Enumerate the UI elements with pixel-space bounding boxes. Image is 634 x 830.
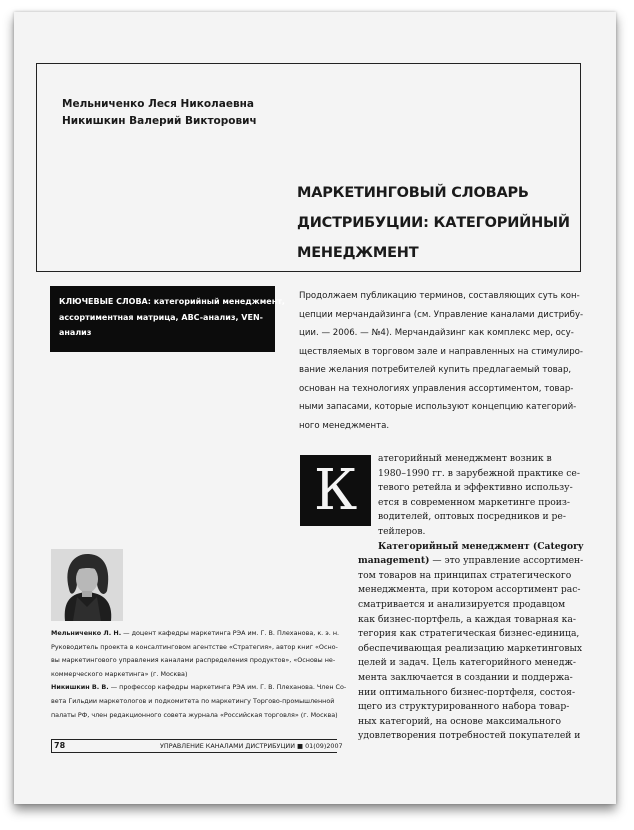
body-line: щего из структурированного набора товар-	[358, 701, 570, 713]
article-body	[358, 452, 588, 744]
body-line: обеспечивающая реализацию маркетинговых	[358, 642, 583, 654]
bio-line: Руководитель проекта в консалтинговом агентстве «Стратегия», автор книг «Осно-	[51, 642, 338, 651]
author-name: Мельниченко Леся Николаевна	[62, 98, 254, 110]
body-line: атегорийный менеджмент возник в	[378, 453, 552, 464]
bio-text: — доцент кафедры маркетинга РЭА им. Г. В. Плеханова, к. э. н.	[121, 629, 340, 637]
term-bold: Категорийный менеджмент (Category	[378, 540, 584, 552]
body-line	[358, 554, 588, 569]
bio-line: вета Гильдии маркетологов и подкомитета по маркетингу Торгово-промышленной	[51, 696, 335, 705]
body-line: менеджмента, при котором ассортимент рас-	[358, 584, 581, 596]
intro-line: ществляемых в торговом зале и направленных на стимулиро-	[299, 346, 584, 357]
keywords-line: ассортиментная матрица, ABC-анализ, VEN-	[59, 312, 263, 322]
body-line: удовлетворения потребностей покупателей и	[358, 730, 581, 742]
title-line: ДИСТРИБУЦИИ: КАТЕГОРИЙНЫЙ	[297, 215, 570, 231]
body-line: сматривается и анализируется продавцом	[358, 598, 566, 610]
body-line: тегория как стратегическая бизнес-единица,	[358, 628, 580, 640]
portrait-image	[51, 549, 123, 621]
keywords-line: анализ	[59, 328, 92, 337]
keywords-box	[50, 286, 285, 352]
intro-line: цепции мерчандайзинга (см. Управление каналами дистрибу-	[299, 309, 584, 320]
author-bios	[51, 627, 347, 722]
footer-rule-top	[51, 739, 337, 740]
footer-rule-bottom	[51, 752, 337, 753]
bio-line	[51, 627, 341, 641]
author-photo	[51, 549, 123, 621]
body-line: 1980–1990 гг. в зарубежной практике се-	[378, 467, 580, 479]
intro-line: Продолжаем публикацию терминов, составляющих суть кон-	[299, 291, 580, 301]
body-line: как бизнес-портфель, а каждая товарная ка-	[358, 613, 576, 625]
drop-cap: К	[300, 455, 371, 526]
authors-block	[62, 96, 257, 130]
intro-paragraph	[299, 287, 589, 435]
term-bold: management)	[358, 555, 430, 567]
term-definition: — это управление ассортимен-	[429, 555, 584, 567]
body-line	[358, 540, 588, 555]
bio-line	[51, 681, 347, 695]
intro-line: ными запасами, которые используют концепцию категорий-	[299, 402, 577, 412]
body-line: тейлеров.	[378, 525, 426, 537]
journal-name: УПРАВЛЕНИЕ КАНАЛАМИ ДИСТРИБУЦИИ ■ 01(09)2007	[160, 742, 343, 750]
bio-name: Никишкин В. В.	[51, 683, 109, 692]
intro-line: вание желания потребителей купить предлагаемый товар,	[299, 365, 572, 375]
body-line: мента заключается в создании и поддержа-	[358, 671, 573, 683]
body-line: том товаров на принципах стратегического	[358, 569, 572, 581]
body-line: нии оптимального бизнес-портфеля, состоя-	[358, 686, 576, 698]
bio-line: палаты РФ, член редакционного совета журнала «Российская торговля» (г. Москва)	[51, 710, 338, 719]
body-line: водителей, оптовых посредников и ре-	[378, 511, 566, 523]
author-name: Никишкин Валерий Викторович	[62, 115, 257, 127]
title-line: МАРКЕТИНГОВЫЙ СЛОВАРЬ	[297, 185, 529, 201]
bio-line: вы маркетингового управления каналами распределения продуктов», «Основы не-	[51, 656, 336, 665]
footer-rule-left	[51, 739, 52, 753]
body-line: ется в современном маркетинге произ-	[378, 496, 571, 508]
bio-name: Мельниченко Л. Н.	[51, 629, 122, 637]
article-title	[297, 178, 570, 268]
intro-line: основан на технологиях управления ассортиментом, товар-	[299, 383, 574, 394]
intro-line: ного менеджмента.	[299, 420, 390, 431]
bio-line: коммерческого маркетинга» (г. Москва)	[51, 669, 188, 678]
body-line: целей и задач. Цель категорийного менедж-	[358, 657, 576, 669]
body-line: тевого ретейла и эффективно использу-	[378, 482, 573, 494]
body-line: ных категорий, на основе максимального	[358, 715, 562, 727]
title-line: МЕНЕДЖМЕНТ	[297, 245, 419, 261]
page-number: 78	[54, 741, 66, 750]
keywords-line: КЛЮЧЕВЫЕ СЛОВА: категорийный менеджмент,	[59, 297, 285, 306]
intro-line: ции. — 2006. — №4). Мерчандайзинг как комплекс мер, осу-	[299, 328, 574, 338]
bio-text: — профессор кафедры маркетинга РЭА им. Г. В. Плеханова. Член Со-	[108, 683, 347, 692]
